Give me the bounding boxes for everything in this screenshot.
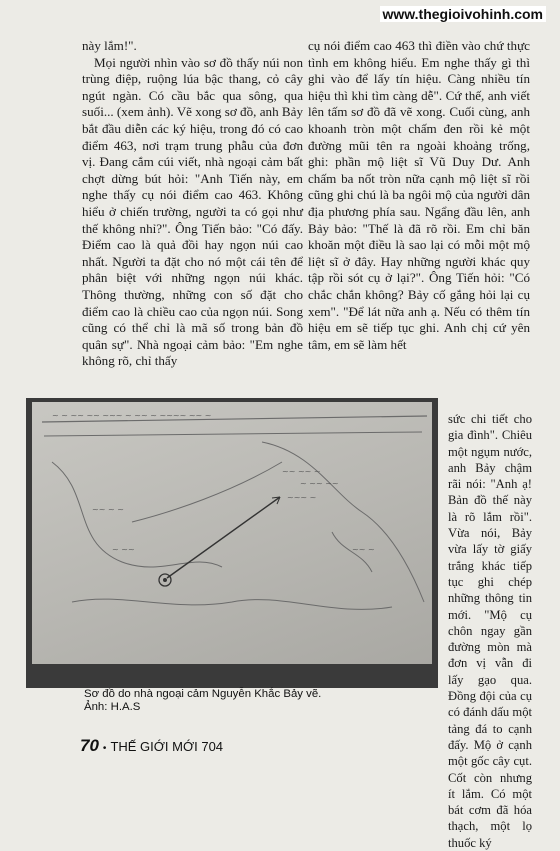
publication-name: THẾ GIỚI MỚI 704 [110, 739, 224, 754]
svg-text:~~ ~~ ~: ~~ ~~ ~ [282, 467, 321, 476]
paragraph: sức chi tiết cho gia đình". Chiêu một ngụm nước, anh Bảy chậm rãi nói: "Anh ạ! Bản đồ thế này là rõ lắm rồi". Vừa nói, Bảy vừa lấy tờ giấy trắng khác tiếp tục ghi chép những thông tin mới. "Mộ cụ chôn ngay gần đường mòn mà đơn vị vẫn đi lấy gạo qua. Đồng đội của cụ có đánh dấu một tảng đá to cạnh đấy. Mộ ở cạnh một gốc cây cụt. Cốt còn nhưng ít lắm. Có một bát cơm đã hóa thạch, một lọ thuốc ký [448, 412, 532, 850]
paragraph: này lắm!". [82, 38, 137, 53]
svg-text:~ ~~: ~ ~~ [112, 545, 135, 554]
svg-text:~~ ~ ~: ~~ ~ ~ [92, 505, 124, 514]
paragraph: cụ nói điểm cao 463 thì điền vào chứ thực tình em không hiểu. Em nghe thấy gì thì ghi vào để lấy tín hiệu. Càng nhiều tín hiệu thì khi tìm càng dễ". Cứ thế, anh viết lên tấm sơ đồ đã vẽ xong. Cuối cùng, anh khoanh tròn một chấm đen rồi kẻ một đường mũi tên ra ngoài khoảng trống, ghi: phần mộ liệt sĩ Vũ Duy Dư. Anh chấm ba nốt tròn nữa cạnh mộ liệt sĩ rồi cũng ghi chú là ba ngôi mộ của người dân địa phương phía sau. Ngẩng đầu lên, anh Bảy bảo: "Thế là đã rõ rồi. Em chỉ băn khoăn một điều là sao lại có mỗi một mộ liệt sĩ ở đây. Hay những người khác quy tập rồi sót cụ ở lại?". Ông Tiến hỏi: "Có chắc chắn không? Bảy cố gắng hỏi lại cụ xem". "Để lát nữa anh ạ. Nếu có thêm tín hiệu em sẽ tiếp tục ghi. Anh chị cứ yên tâm, em sẽ làm hết [308, 38, 530, 352]
paragraph: Mọi người nhìn vào sơ đồ thấy núi non trùng điệp, ruộng lúa bậc thang, cỏ cây ngút ngàn. Có cầu bắc qua sông, qua suối... (xem ảnh). Vẽ xong sơ đồ, anh Bảy bắt đầu diễn các ký hiệu, trong đó có cao điểm 463, nơi trạm trung phẫu của đơn vị. Đang cắm cúi viết, nhà ngoại cảm bất chợt dừng bút hỏi: "Anh Tiến này, em nghe thấy cụ nói điểm cao 463. Không hiểu ở chiến trường, người ta có gọi như thế không nhỉ?". Ông Tiến bảo: "Có đấy. Điểm cao là quả đồi hay ngọn núi cao nhất. Người ta đặt cho nó một cái tên để phân biệt với những ngọn núi khác. Thông thường, những con số đặt cho điểm cao là chiều cao của ngọn núi. Song cũng có thể chỉ là mã số trong bản đồ quân sự". Nhà ngoại cảm bảo: "Em nghe không rõ, chỉ thấy [82, 54, 303, 369]
article-column-right [308, 38, 530, 353]
article-column-left [82, 38, 303, 370]
watermark-url: www.thegioivohinh.com [380, 6, 546, 22]
sketch-drawing [32, 402, 432, 664]
sketch-map-photo [26, 398, 438, 688]
svg-text:~ ~ ~~ ~~ ~~~ ~ ~~ ~ ~~~~ ~~ ~: ~ ~ ~~ ~~ ~~~ ~ ~~ ~ ~~~~ ~~ ~ [52, 411, 212, 420]
caption-text: Sơ đồ do nhà ngoại cảm Nguyễn Khắc Bảy vẽ. [84, 688, 322, 700]
page-number: 70 [80, 736, 99, 755]
caption-credit: Ảnh: H.A.S [84, 701, 141, 713]
article-column-right-lower [448, 411, 532, 851]
page-footer [80, 736, 223, 756]
svg-text:~~~ ~: ~~~ ~ [287, 493, 317, 502]
svg-text:~~ ~: ~~ ~ [352, 545, 375, 554]
bullet: • [102, 743, 107, 754]
svg-text:~ ~~ ~~: ~ ~~ ~~ [300, 479, 339, 488]
sketch-paper [32, 402, 432, 664]
photo-caption [84, 688, 436, 714]
